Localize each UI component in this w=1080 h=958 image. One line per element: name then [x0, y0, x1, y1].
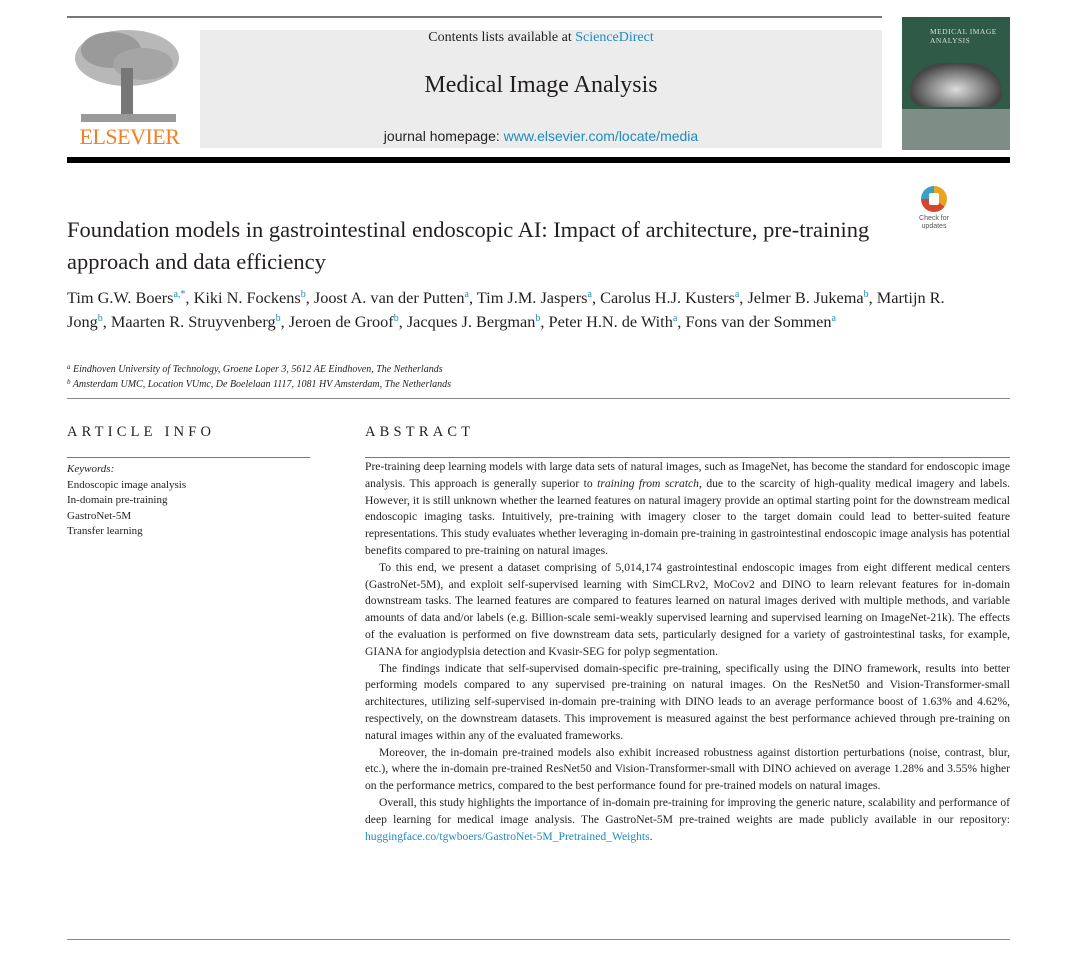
- author-list: [67, 286, 967, 333]
- elsevier-logo: [67, 28, 192, 150]
- affiliation-marker[interactable]: a: [672, 312, 678, 324]
- affiliation-marker[interactable]: b: [393, 312, 399, 324]
- abstract-paragraph: Pre-training deep learning models with large data sets of natural images, such as ImageNet, has become the standard for endoscopic image analysis. This approach is generally superior to training from scratch, due to the scarcity of high-quality medical imagery and labels. However, it is still unknown whether the learned features on natural imagery provide an optimal starting point for the downstream medical endoscopic imaging tasks. Intuitively, pre-training with imagery closer to the target domain could lead to better-suited feature representations. This study evaluates whether leveraging in-domain pre-training in gastrointestinal endoscopic image analysis has potential benefits compared to pre-training on natural images.: [365, 460, 1010, 557]
- keyword: In-domain pre-training: [67, 494, 168, 506]
- author: Jeroen de Groof$^b$,: [288, 311, 407, 331]
- article-info-heading: ARTICLE INFO: [67, 424, 216, 440]
- divider: [67, 457, 310, 458]
- author: Martijn R. Jong$^b$,: [67, 288, 945, 331]
- check-for-updates-button[interactable]: [908, 186, 960, 238]
- affiliation-marker[interactable]: a,*: [173, 289, 186, 300]
- author: Carolus H.J. Kusters$^a$,: [600, 288, 748, 307]
- affiliation-marker[interactable]: b: [275, 312, 281, 324]
- keywords-label: Keywords:: [67, 463, 115, 475]
- author: Tim G.W. Boers$^{a,*}$,: [67, 288, 194, 307]
- journal-masthead: [200, 30, 882, 148]
- author: Jelmer B. Jukema$^b$,: [747, 288, 877, 307]
- article-title: Foundation models in gastrointestinal endoscopic AI: Impact of architecture, pre-training approach and data efficiency: [67, 217, 870, 274]
- abstract-heading: ABSTRACT: [365, 424, 475, 440]
- brain-image: [910, 63, 1002, 107]
- repository-link[interactable]: huggingface.co/tgwboers/GastroNet-5M_Pretrained_Weights: [365, 829, 650, 843]
- abstract-body: [365, 459, 1010, 845]
- divider: [365, 457, 1010, 458]
- author: Maarten R. Struyvenberg$^b$,: [110, 311, 289, 331]
- affiliation-marker[interactable]: a: [831, 312, 836, 324]
- author: Peter H.N. de With$^a$,: [548, 311, 686, 331]
- abstract-paragraph: To this end, we present a dataset comprising of 5,014,174 gastrointestinal endoscopic images from eight different medical centers (GastroNet-5M), and exploit self-supervised learning with SimCLRv2, MoCov2 and DINO to learn relevant features for in-domain downstream tasks. The learned features are compared to features learned on natural images derived with multiple methods, and variable amounts of data and/or labels (e.g. Billion-scale semi-weakly supervised learning and supervised learning on ImageNet-21k). The effects of the evaluation is performed on five downstream data sets, particularly designed for a variety of gastrointestinal tasks, for example, GIANA for angiodyplsia detection and Kvasir-SEG for polyp segmentation.: [365, 560, 1010, 658]
- sciencedirect-link[interactable]: ScienceDirect: [575, 30, 654, 45]
- cover-title: MEDICAL IMAGE ANALYSIS: [930, 27, 997, 45]
- author: Joost A. van der Putten$^a$,: [313, 288, 477, 307]
- affiliation-a: $^a$ Eindhoven University of Technology, Groene Loper 3, 5612 AE Eindhoven, The Netherlands: [67, 363, 443, 375]
- bottom-rule: [67, 939, 1010, 940]
- header-bar: [67, 157, 1010, 163]
- author: Kiki N. Fockens$^b$,: [193, 288, 314, 307]
- affiliation-marker[interactable]: b: [97, 312, 103, 324]
- top-rule: [67, 16, 882, 18]
- affiliation-marker[interactable]: b: [300, 289, 306, 300]
- affiliation-marker[interactable]: b: [863, 289, 869, 300]
- author: Tim J.M. Jaspers$^a$,: [476, 288, 601, 307]
- divider: [67, 398, 1010, 399]
- affiliation-marker[interactable]: a: [734, 289, 740, 300]
- crossmark-label: Check for updates: [919, 215, 949, 230]
- keywords: [67, 462, 186, 540]
- affiliation-marker[interactable]: b: [535, 312, 541, 324]
- cover-lower-band: [902, 109, 1010, 150]
- homepage-label: journal homepage:: [383, 128, 504, 144]
- tree-icon: [71, 28, 183, 124]
- publisher-name: ELSEVIER: [79, 124, 180, 149]
- keyword: Transfer learning: [67, 525, 143, 537]
- author: Fons van der Sommen$^a$: [685, 311, 836, 331]
- abstract-paragraph: Overall, this study highlights the importance of in-domain pre-training for improving the generic nature, scalability and performance of deep learning for medical image analysis. The GastroNet-5M pre-trained weights are made publicly available in our repository: huggingface.co/tgwboers/GastroNet-5M_Pretrained_Weights.: [365, 795, 1010, 843]
- journal-title: Medical Image Analysis: [424, 72, 658, 98]
- keyword: Endoscopic image analysis: [67, 478, 187, 491]
- journal-cover: [902, 17, 1010, 150]
- author: Jacques J. Bergman$^b$,: [406, 311, 549, 331]
- contents-label: Contents lists available at: [428, 30, 576, 45]
- crossmark-icon: [921, 186, 947, 212]
- affiliation-b: $^b$ Amsterdam UMC, Location VUmc, De Boelelaan 1117, 1081 HV Amsterdam, The Netherlands: [67, 378, 452, 390]
- abstract-paragraph: Moreover, the in-domain pre-trained models also exhibit increased robustness against distortion perturbations (noise, contrast, blur, etc.), where the in-domain pre-trained ResNet50 and Vision-Transformer-small with DINO achieved on average 1.28% and 3.55% higher on the performance metrics, compared to the best performance found for pre-trained models on natural images.: [365, 745, 1010, 793]
- affiliations: [67, 362, 451, 392]
- affiliation-marker[interactable]: a: [464, 289, 469, 300]
- affiliation-marker[interactable]: a: [587, 289, 592, 300]
- abstract-paragraph: The findings indicate that self-supervised domain-specific pre-training, specifically using the DINO framework, results into better performing models compared to any supervised pre-training on natural images. On the ResNet50 and Vision-Transformer-small architectures, utilizing self-supervised in-domain pre-training with DINO leads to an average performance boost of 1.63% and 4.62%, respectively, on the downstream datasets. This improvement is measured against the best performance achieved through pre-training on natural images within any of the evaluated frameworks.: [365, 661, 1010, 742]
- keyword: GastroNet-5M: [67, 509, 132, 522]
- homepage-link[interactable]: www.elsevier.com/locate/media: [503, 128, 699, 144]
